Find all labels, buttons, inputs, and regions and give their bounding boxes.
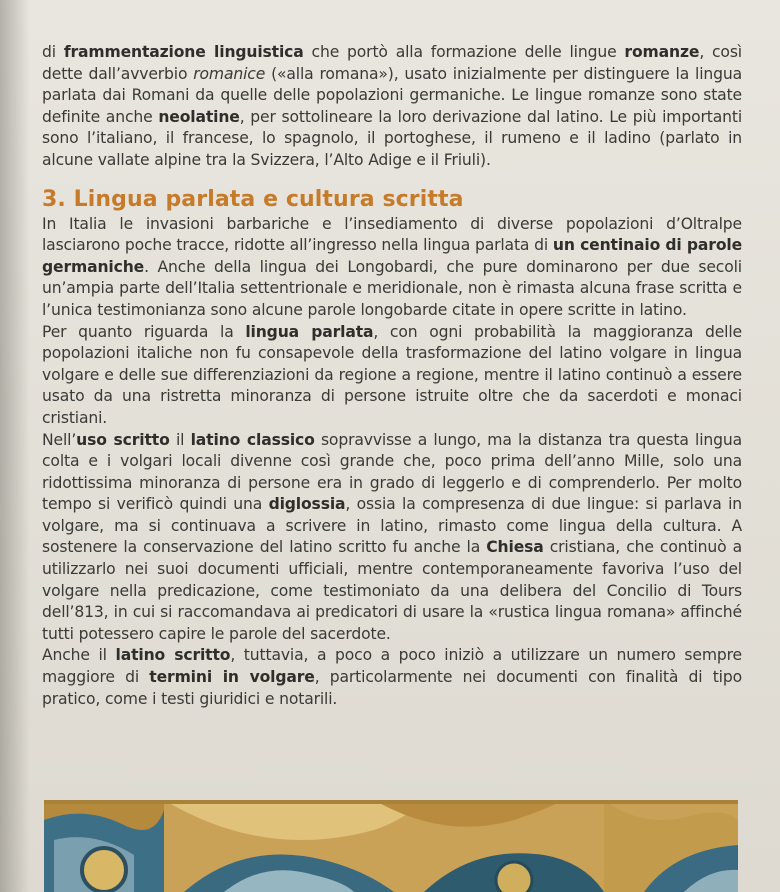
text-run: che portò alla formazione delle lingue bbox=[303, 43, 625, 61]
text-run: , con ogni probabilità la maggioranza delle popolazioni italiche non fu consapevole della trasformazione del latino volgare in lingua volgare e delle sue differenziazioni da regione a regione, mentre il latino continuò a essere usato da una ristretta minoranza di persone istruite oltre che da sacerdoti e monaci cristiani. bbox=[42, 322, 742, 427]
bold-term: un centinaio di parole germaniche bbox=[42, 236, 743, 276]
bold-term: diglossia bbox=[268, 495, 346, 514]
text-run: , così dette dall’avverbio bbox=[42, 43, 742, 83]
text-run: («alla romana»), usato inizialmente per distinguere la lingua parlata dai Romani da quelle delle popolazioni germaniche. Le lingue romanze sono state definite anche bbox=[42, 64, 742, 126]
intro-paragraph bbox=[42, 42, 742, 172]
section-heading: 3. Lingua parlata e cultura scritta bbox=[42, 186, 464, 212]
text-run: sopravvisse a lungo, ma la distanza tra questa lingua colta e i volgari locali divenne così grande che, poco prima dell’anno Mille, solo una ridottissima minoranza di persone era in grado di leggerlo e di comprenderlo. Per molto tempo si verificò quindi una bbox=[42, 430, 742, 514]
bold-term: lingua parlata bbox=[245, 322, 374, 341]
text-run: , particolarmente nei documenti con finalità di tipo pratico, come i testi giuridici e notarili. bbox=[42, 668, 742, 708]
paragraph-invasioni bbox=[42, 214, 742, 322]
text-column bbox=[42, 42, 742, 710]
bold-term: Chiesa bbox=[486, 538, 544, 557]
mosaic-artwork bbox=[44, 800, 738, 892]
bold-term: latino scritto bbox=[115, 646, 231, 665]
text-run: In Italia le invasioni barbariche e l’insediamento di diverse popolazioni d’Oltralpe lasciarono poche tracce, ridotte all’ingresso nella lingua parlata di bbox=[42, 214, 742, 255]
bold-term: termini in volgare bbox=[149, 668, 315, 687]
text-run: il bbox=[169, 430, 191, 449]
text-run: di bbox=[42, 43, 64, 61]
bold-term: uso scritto bbox=[76, 430, 170, 449]
paragraph-latino-scritto bbox=[42, 645, 742, 710]
bold-term: neolatine bbox=[158, 107, 240, 126]
bold-term: latino classico bbox=[190, 430, 315, 449]
text-run: cristiana, che continuò a utilizzarlo nei suoi documenti ufficiali, mentre contemporaneamente favoriva l’uso del volgare nella predicazione, come testimoniato da una delibera del Concilio di Tours dell’813, in cui si raccomandava ai predicatori di usare la «rustica lingua romana» affinché tutti potessero capire le parole del sacerdote. bbox=[42, 538, 742, 643]
text-run: Nell’ bbox=[42, 430, 77, 449]
mosaic-illustration bbox=[44, 800, 738, 892]
text-run: . Anche della lingua dei Longobardi, che pure dominarono per due secoli un’ampia parte dell’Italia settentrionale e meridionale, non è rimasta alcuna frase scritta e l’unica testimonianza sono alcune parole longobarde citate in opere scritte in latino. bbox=[42, 257, 742, 319]
text-run: , per sottolineare la loro derivazione dal latino. Le più importanti sono l’italiano, il francese, lo spagnolo, il portoghese, il rumeno e il ladino (parlato in alcune vallate alpine tra la Svizzera, l’Alto Adige e il Friuli). bbox=[42, 107, 742, 169]
italic-term: romanice bbox=[193, 64, 266, 83]
text-run: , ossia la compresenza di due lingue: si parlava in volgare, ma si continuava a scrivere in latino, rimasto come lingua della cultura. A sostenere la conservazione del latino scritto fu anche la bbox=[42, 495, 743, 557]
page-gutter-shadow bbox=[0, 0, 30, 892]
bold-term: romanze bbox=[624, 43, 700, 61]
paragraph-uso-scritto bbox=[42, 430, 742, 646]
text-run: Per quanto riguarda la bbox=[42, 322, 246, 341]
text-run: Anche il bbox=[42, 646, 116, 665]
paragraph-lingua-parlata bbox=[42, 322, 742, 430]
text-run: , tuttavia, a poco a poco iniziò a utilizzare un numero sempre maggiore di bbox=[42, 646, 742, 687]
bold-term: frammentazione linguistica bbox=[63, 43, 304, 61]
